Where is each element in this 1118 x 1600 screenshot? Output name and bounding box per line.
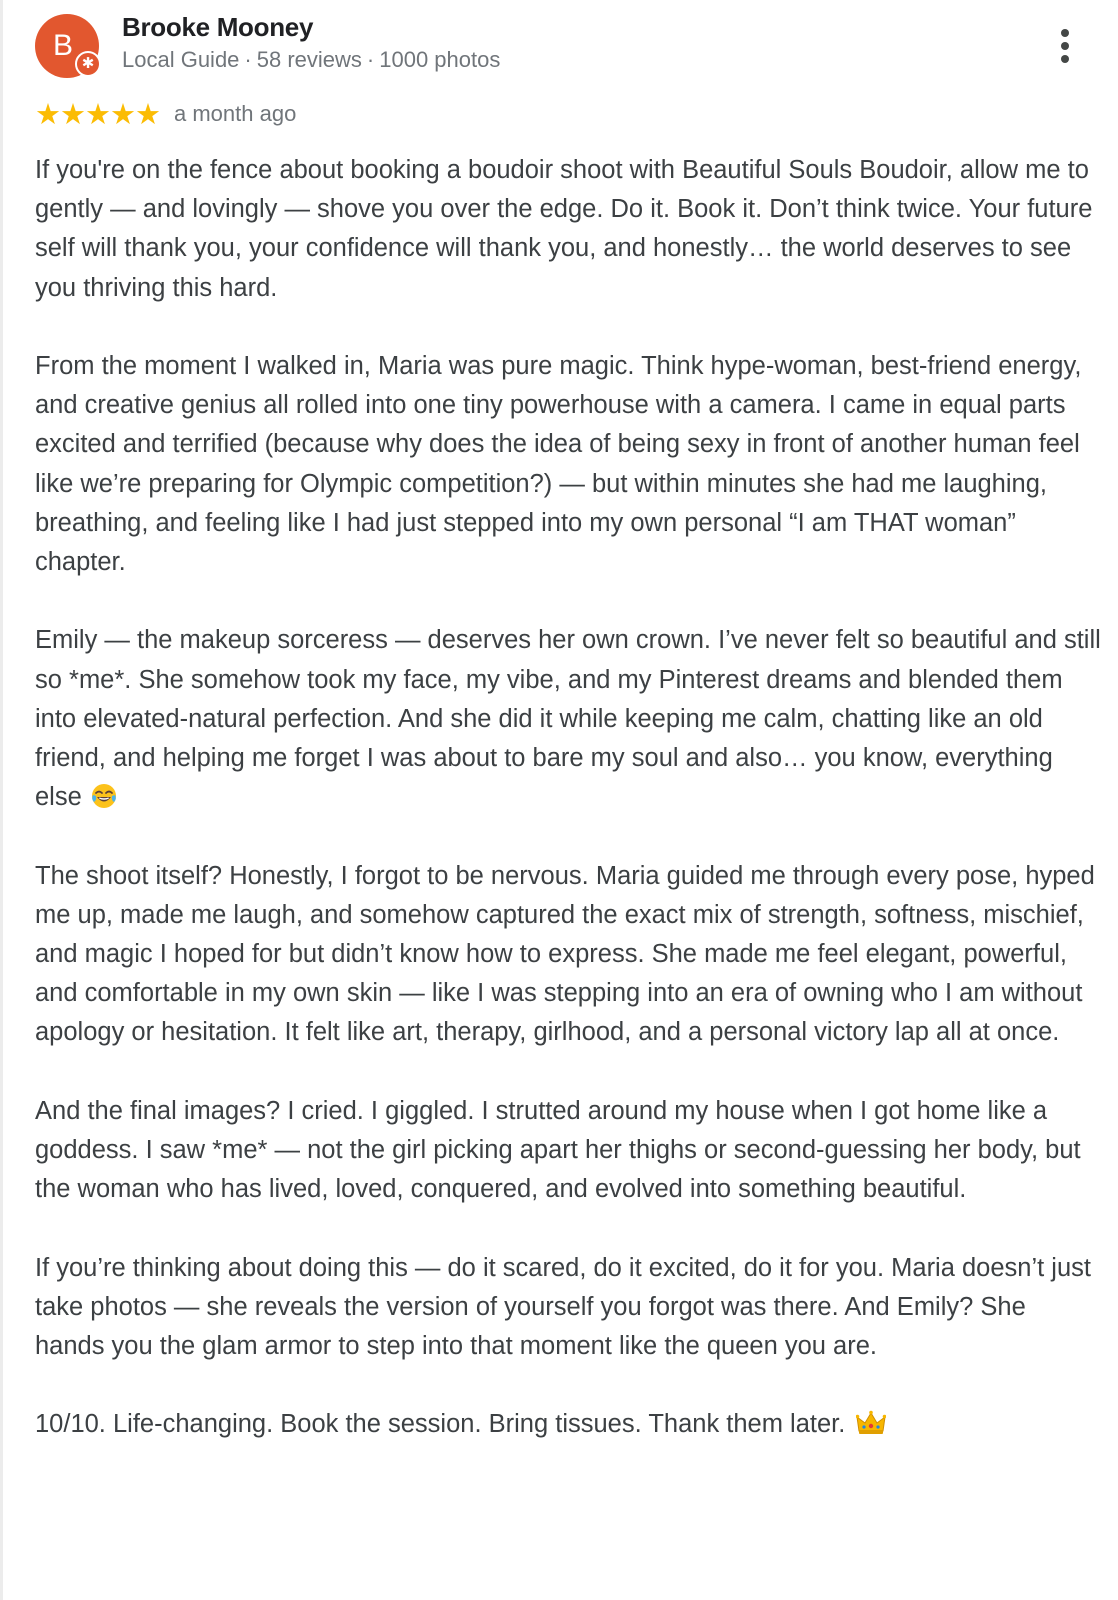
review-paragraph-text: If you're on the fence about booking a boudoir shoot with Beautiful Souls Boudoir, allow me to gently — and lovingly — shove you over the edge. Do it. Book it. Don’t think twice. Your future self will thank you, your confidence will thank you, and honestly… the world deserves to see you thriving this hard. (35, 156, 1093, 302)
review-paragraph-text: 10/10. Life-changing. Book the session. Bring tissues. Thank them later. (35, 1410, 846, 1439)
review-text (35, 151, 1101, 1445)
review-paragraph-text: From the moment I walked in, Maria was pure magic. Think hype-woman, best-friend energy, and creative genius all rolled into one tiny powerhouse with a camera. I came in equal parts excited and terrified (because why does the idea of being sexy in front of another human feel like we’re preparing for Olympic competition?) — but within minutes she had me laughing, breathing, and feeling like I had just stepped into my own personal “I am THAT woman” chapter. (35, 352, 1082, 577)
review-paragraph (35, 347, 1101, 582)
face-with-tears-of-joy-emoji (91, 783, 117, 809)
review-paragraph-text: And the final images? I cried. I giggled. I strutted around my house when I got home like a goddess. I saw *me* — not the girl picking apart her thighs or second-guessing her body, but the woman who has lived, loved, conquered, and evolved into something beautiful. (35, 1096, 1081, 1204)
review-paragraph-text: Emily — the makeup sorceress — deserves her own crown. I’ve never felt so beautiful and still so *me*. She somehow took my face, my vibe, and my Pinterest dreams and blended them into elevated-natural perfection. And she did it while keeping me calm, chatting like an old friend, and helping me forget I was about to bare my soul and also… you know, everything else (35, 626, 1101, 812)
rating-row (35, 98, 296, 132)
more-options-button[interactable] (1048, 26, 1082, 66)
avatar-letter: B (52, 29, 73, 62)
star-rating-icon: ★★★★★ (35, 97, 160, 131)
review-paragraph-text: If you’re thinking about doing this — do it scared, do it excited, do it for you. Maria doesn’t just take photos — she reveals the version of yourself you forgot was there. And Emily? She hands you the glam armor to step into that moment like the queen you are. (35, 1253, 1091, 1361)
more-vertical-icon (1061, 55, 1069, 63)
review-paragraph (35, 621, 1101, 817)
meta-separator: · (366, 47, 375, 72)
more-vertical-icon (1061, 29, 1069, 37)
reviewer-meta (122, 47, 500, 73)
review-paragraph (35, 151, 1101, 308)
local-guide-star-icon: ✱ (75, 51, 101, 77)
local-guide-label: Local Guide (122, 47, 240, 72)
review-paragraph-text: The shoot itself? Honestly, I forgot to be nervous. Maria guided me through every pose, hyped me up, made me laugh, and somehow captured the exact mix of strength, softness, mischief, and magic I hoped for but didn’t know how to express. She made me feel elegant, powerful, and comfortable in my own skin — like I was stepping into an era of owning who I am without apology or hesitation. It felt like art, therapy, girlhood, and a personal victory lap all at once. (35, 861, 1095, 1047)
meta-separator: · (244, 47, 252, 72)
review-paragraph (35, 1249, 1101, 1367)
review-paragraph (35, 1092, 1101, 1210)
more-vertical-icon (1061, 42, 1069, 50)
photo-count: 1000 photos (379, 47, 501, 72)
review-paragraph (35, 857, 1101, 1053)
reviewer-name[interactable]: Brooke Mooney (122, 12, 314, 42)
crown-emoji (856, 1410, 886, 1436)
review-count: 58 reviews (256, 47, 362, 72)
review-date: a month ago (174, 101, 297, 126)
review-paragraph (35, 1405, 1101, 1444)
